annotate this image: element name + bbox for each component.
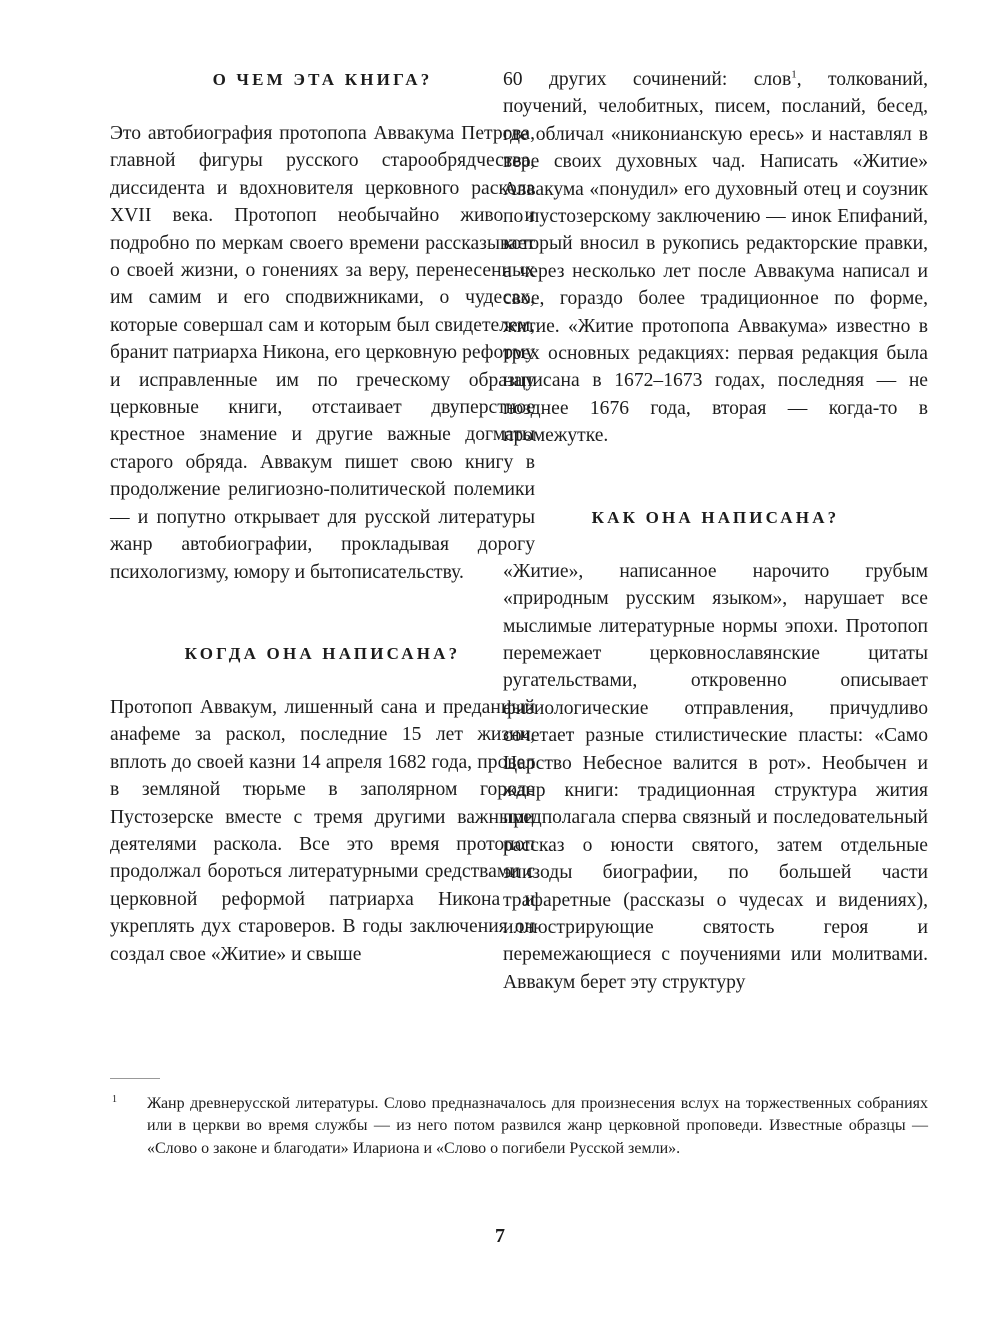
section-heading-what-is-book: О ЧЕМ ЭТА КНИГА? [212,70,433,89]
right-column [503,66,928,996]
continuation-text-rest: , толкований, поучений, челобитных, писем, посланий, бесед, где обличал «никонианскую ересь» и наставлял в вере своих духовных чад. Написать «Житие» Аввакума «понудил» его духовный отец и соузник по пустозерскому заключению — инок Епифаний, который вносил в рукопись редакторские правки, а через несколько лет после Аввакума написал и свое, гораздо более традиционное по форме, житие. «Житие протопопа Аввакума» известно в трех основных редакциях: первая редакция была написана в 1672–1673 годах, последняя — не позднее 1676 года, вторая — когда-то в промежутке. [503,69,928,447]
continuation-paragraph [503,66,928,450]
left-column [110,66,535,968]
section-heading-when-written: КОГДА ОНА НАПИСАНА? [184,643,461,663]
footnote-text: Жанр древнерусской литературы. Слово предназначалось для произнесения вслух на торжественных собраниях или в церкви во время службы — из него потом развился жанр церковной проповеди. Известные образцы — «Слово о законе и благодати» Илариона и «Слово о погибели Русской земли». [147,1095,928,1157]
section-heading-how-written: КАК ОНА НАПИСАНА? [591,507,840,527]
footnote [110,1093,928,1160]
continuation-text-start: 60 других сочинений: слов [503,69,792,90]
footnote-divider [110,1078,160,1079]
section-text-when-written: Протопоп Аввакум, лишенный сана и преданный анафеме за раскол, последние 15 лет жизни, вплоть до своей казни 14 апреля 1682 года, провел в земляной тюрьме в заполярном городе Пустозерске вместе с тремя другими важными деятелями раскола. Все это время протопоп продолжал бороться литературными средствами с церковной реформой патриарха Никона и укреплять дух староверов. В годы заключения он создал свое «Житие» и свыше [110,696,535,965]
section-text-how-written: «Житие», написанное нарочито грубым «природным русским языком», нарушает все мыслимые литературные нормы эпохи. Протопоп перемежает церковнославянские цитаты ругательствами, откровенно описывает физиологические отправления, причудливо сочетает разные стилистические пласты: «Само Царство Небесное валится в рот». Необычен и жанр книги: традиционная структура жития предполагала сперва связный и последовательный рассказ о юности святого, затем отдельные эпизоды биографии, по большей части трафаретные (рассказы о чудесах и видениях), иллюстрирующие святость героя и перемежающиеся с поучениями или молитвами. Аввакум берет эту структуру [503,560,928,993]
footnote-mark: 1 [112,1094,117,1105]
page-number: 7 [495,1225,505,1247]
footnote-reference[interactable]: 1 [791,68,797,81]
section-text-what-is-book: Это автобиография протопопа Аввакума Петрова, главной фигуры русского старообрядчества, диссидента и вдохновителя церковного раскола XVII века. Протопоп необычайно живо и подробно по меркам своего времени рассказывает о своей жизни, о гонениях за веру, перенесенных им самим и его сподвижниками, о чудесах, которые совершал сам и которым был свидетелем, бранит патриарха Никона, его церковную реформу и исправленные им по греческому образцу церковные книги, отстаивает двуперстное крестное знамение и другие важные догматы старого обряда. Аввакум пишет свою книгу в продолжение религиозно-политической полемики — и попутно открывает для русской литературы жанр автобиографии, прокладывая дорогу психологизму, юмору и бытописательству. [110,123,535,583]
